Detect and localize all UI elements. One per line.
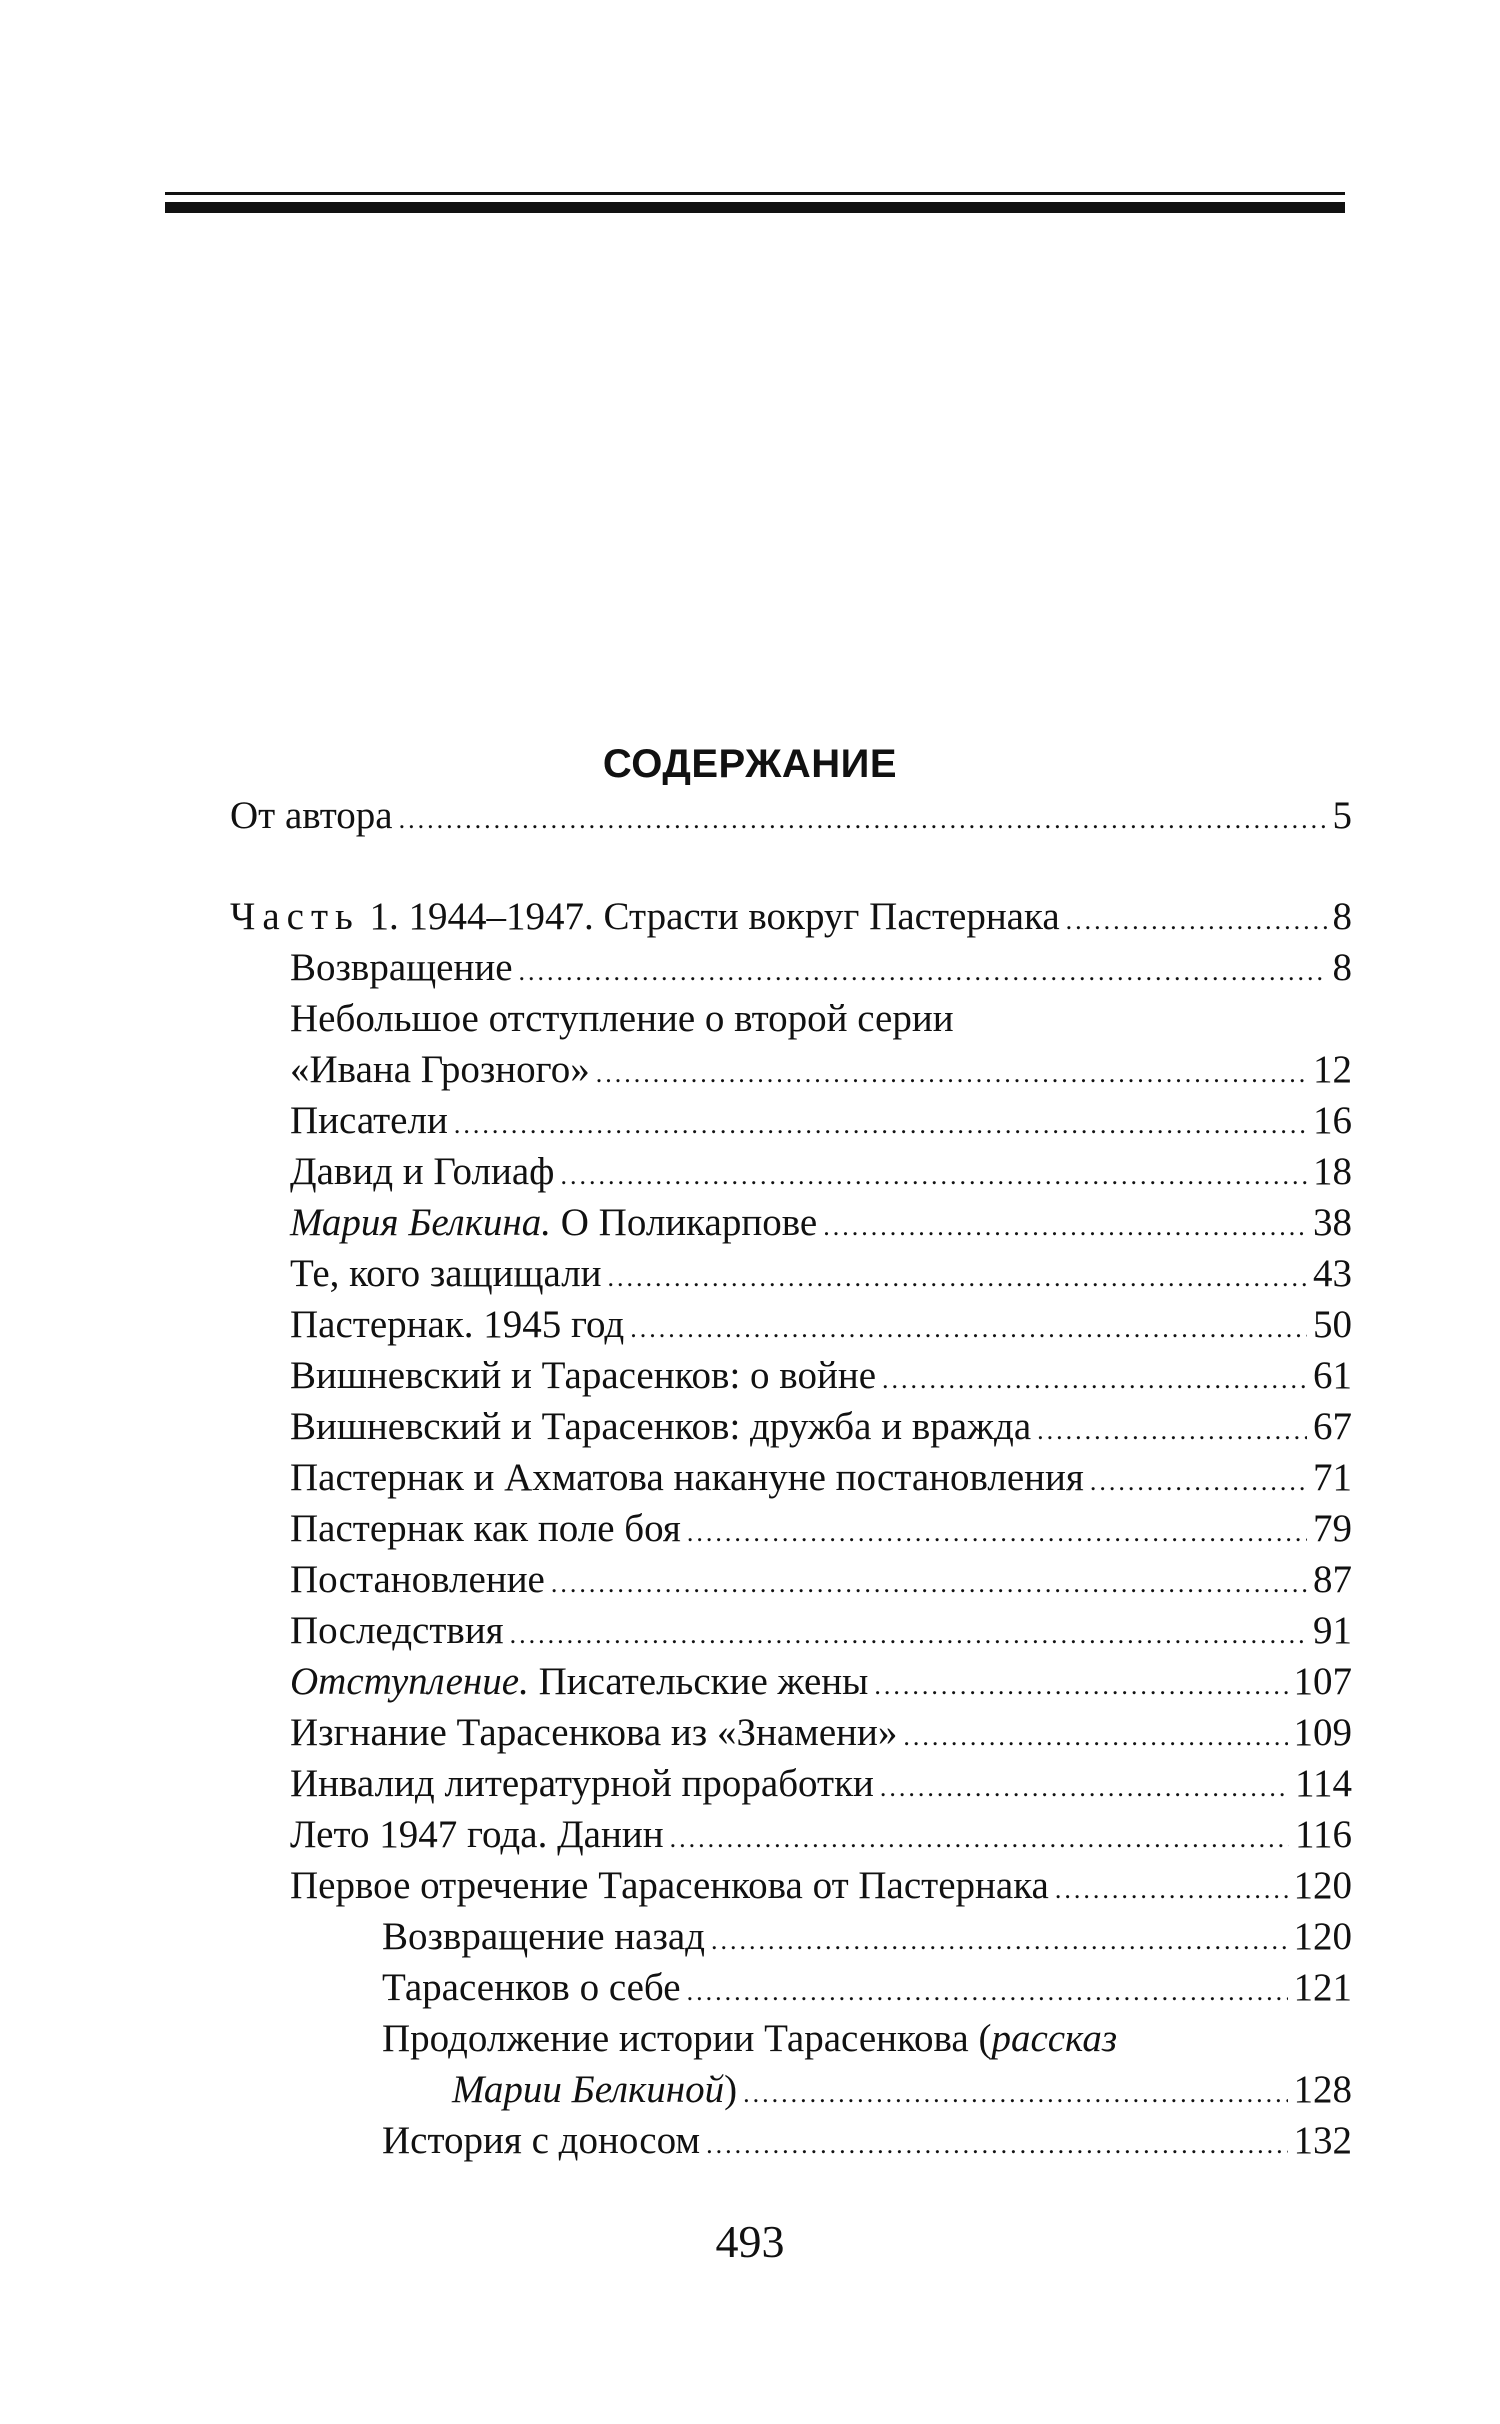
- toc-entry-title-segment: Мария Белкина.: [290, 1201, 552, 1244]
- toc-entry-title-segment: Тарасенков о себе: [382, 1966, 681, 2009]
- toc-entry-title: [230, 891, 1060, 942]
- dot-leader: [874, 1660, 1287, 1711]
- toc-entry: [230, 891, 1352, 942]
- toc-entry-title-segment: Вишневский и Тарасенков: дружба и вражда: [290, 1405, 1032, 1448]
- dot-leader: [1037, 1405, 1307, 1456]
- page-number: 493: [715, 2216, 785, 2267]
- toc-entry-title-segment: Инвалид литературной проработки: [290, 1762, 874, 1805]
- toc-entry: [230, 2064, 1352, 2115]
- toc-entry-title-segment: Отступление.: [290, 1660, 529, 1703]
- toc-entry-title: [290, 1452, 1084, 1503]
- toc-entry: [230, 942, 1352, 993]
- toc-entry-page: 71: [1313, 1456, 1352, 1499]
- toc-entry-title-segment: Последствия: [290, 1609, 504, 1652]
- toc-entry-page: 109: [1293, 1711, 1352, 1754]
- toc-entry-title: [290, 993, 954, 1044]
- toc-entry: [230, 1044, 1352, 1095]
- toc-entry-title-segment: Возвращение: [290, 946, 513, 989]
- toc-entry: [230, 1350, 1352, 1401]
- toc-entry-title: [290, 1095, 448, 1146]
- toc-entry-title-segment: Небольшое отступление о второй серии: [290, 997, 954, 1040]
- toc-entry-title-segment: О Поликарпове: [551, 1201, 818, 1244]
- dot-leader: [706, 2119, 1287, 2170]
- toc-entry-title: [290, 1656, 868, 1707]
- dot-leader: [1066, 895, 1327, 946]
- toc-entry-page: 61: [1313, 1354, 1352, 1397]
- header-rule-thick: [165, 202, 1345, 213]
- toc-entry-title-segment: 1. 1944–1947. Страсти вокруг Пастернака: [359, 895, 1060, 938]
- toc-entry: [230, 1605, 1352, 1656]
- toc-entry-title: [290, 1503, 681, 1554]
- dot-leader: [510, 1609, 1307, 1660]
- toc-entry-title-segment: История с доносом: [382, 2119, 701, 2162]
- dot-leader: [1090, 1456, 1307, 1507]
- toc-entry-title: [382, 1962, 681, 2013]
- toc-entry-page: 128: [1293, 2068, 1352, 2111]
- toc-entry: [230, 1554, 1352, 1605]
- dot-leader: [1055, 1864, 1288, 1915]
- toc-entry-page: 87: [1313, 1558, 1352, 1601]
- toc-entry-title-segment: Те, кого защищали: [290, 1252, 602, 1295]
- toc-entry: [230, 1299, 1352, 1350]
- toc-entry-page: 91: [1313, 1609, 1352, 1652]
- toc-entry: [230, 1707, 1352, 1758]
- toc-entry: [230, 2115, 1352, 2166]
- toc-entry: [230, 1962, 1352, 2013]
- toc-entry: [230, 1809, 1352, 1860]
- toc-entry: [230, 790, 1352, 841]
- toc-entry-title-segment: «Ивана Грозного»: [290, 1048, 590, 1091]
- toc-entry: [230, 1911, 1352, 1962]
- toc-entry: [230, 1401, 1352, 1452]
- dot-leader: [454, 1099, 1307, 1150]
- dot-leader: [399, 794, 1327, 845]
- toc-entry-page: 121: [1293, 1966, 1352, 2009]
- toc-entry: [230, 1146, 1352, 1197]
- toc-entry-title: [290, 1197, 817, 1248]
- toc-entry: [230, 1095, 1352, 1146]
- toc-entry: [230, 993, 1352, 1044]
- toc-entry-page: 120: [1293, 1915, 1352, 1958]
- contents-title: СОДЕРЖАНИЕ: [602, 742, 898, 786]
- toc-entry-title-segment: рассказ: [991, 2017, 1118, 2060]
- toc-entry-title: [290, 1350, 876, 1401]
- toc-entry-title: [230, 790, 393, 841]
- dot-leader: [687, 1966, 1288, 2017]
- dot-leader: [743, 2068, 1287, 2119]
- toc-entry-title-segment: Писатели: [290, 1099, 448, 1142]
- dot-leader: [519, 946, 1327, 997]
- toc-entry-page: 8: [1332, 946, 1352, 989]
- toc-entry-title-segment: Писательские жены: [528, 1660, 869, 1703]
- toc-entry-title-segment: Марии Белкиной: [452, 2068, 725, 2111]
- toc-entry-page: 116: [1294, 1813, 1352, 1856]
- toc-entry-title-segment: Пастернак как поле боя: [290, 1507, 681, 1550]
- dot-leader: [596, 1048, 1307, 1099]
- toc-entry: [230, 1452, 1352, 1503]
- toc-entry-title: [290, 1146, 554, 1197]
- toc-entry-page: 8: [1332, 895, 1352, 938]
- toc-entry-title-segment: ): [724, 2068, 738, 2111]
- toc-entry-title: [382, 2115, 700, 2166]
- toc-entry-title-segment: Лето 1947 года. Данин: [290, 1813, 664, 1856]
- toc-entry: [230, 1503, 1352, 1554]
- toc-entry-title: [290, 1401, 1031, 1452]
- toc-entry-title-segment: Давид и Голиаф: [290, 1150, 555, 1193]
- toc-entry-page: 107: [1293, 1660, 1352, 1703]
- toc-entry-page: 38: [1313, 1201, 1352, 1244]
- toc-entry-title: [452, 2064, 737, 2115]
- toc-entry-page: 18: [1313, 1150, 1352, 1193]
- toc-entry: [230, 1860, 1352, 1911]
- toc-entry-page: 12: [1313, 1048, 1352, 1091]
- toc-entry-title-segment: Возвращение назад: [382, 1915, 706, 1958]
- dot-leader: [670, 1813, 1289, 1864]
- toc-entry-title: [290, 1299, 624, 1350]
- dot-leader: [608, 1252, 1307, 1303]
- dot-leader: [823, 1201, 1307, 1252]
- dot-leader: [711, 1915, 1287, 1966]
- toc-entry-title-segment: От автора: [230, 794, 393, 837]
- toc-entry-title-segment: Часть: [230, 895, 360, 938]
- toc-entry-title-segment: Вишневский и Тарасенков: о войне: [290, 1354, 877, 1397]
- toc-entry-page: 5: [1332, 794, 1352, 837]
- toc-entry-title: [290, 1758, 874, 1809]
- toc-entry-page: 114: [1294, 1762, 1352, 1805]
- toc-entry: [230, 1656, 1352, 1707]
- toc-entry-title: [290, 1860, 1049, 1911]
- toc-entry-page: 79: [1313, 1507, 1352, 1550]
- dot-leader: [687, 1507, 1307, 1558]
- toc-entry-title: [290, 1605, 504, 1656]
- toc-entry-title: [382, 2013, 1117, 2064]
- toc-entry-title: [290, 1707, 897, 1758]
- toc-entry-page: 43: [1313, 1252, 1352, 1295]
- toc-entry-title-segment: Изгнание Тарасенкова из «Знамени»: [290, 1711, 898, 1754]
- toc-entry-page: 50: [1313, 1303, 1352, 1346]
- toc-entry-title-segment: Пастернак и Ахматова накануне постановления: [290, 1456, 1084, 1499]
- toc-entry-title: [290, 1044, 590, 1095]
- dot-leader: [882, 1354, 1307, 1405]
- toc-entry: [230, 1248, 1352, 1299]
- dot-leader: [903, 1711, 1287, 1762]
- toc-entry-title: [290, 1554, 545, 1605]
- toc-entry-title: [382, 1911, 705, 1962]
- dot-leader: [630, 1303, 1307, 1354]
- toc-entry-page: 132: [1293, 2119, 1352, 2162]
- toc-entry-page: 120: [1293, 1864, 1352, 1907]
- toc-entry-title-segment: Продолжение истории Тарасенкова (: [382, 2017, 992, 2060]
- toc-entry-title: [290, 1809, 664, 1860]
- toc-entry-title: [290, 942, 513, 993]
- table-of-contents: [230, 790, 1352, 2166]
- toc-entry: [230, 2013, 1352, 2064]
- dot-leader: [880, 1762, 1289, 1813]
- toc-entry-title-segment: Постановление: [290, 1558, 545, 1601]
- toc-entry-page: 16: [1313, 1099, 1352, 1142]
- toc-entry-title-segment: Пастернак. 1945 год: [290, 1303, 625, 1346]
- toc-entry: [230, 1758, 1352, 1809]
- toc-entry-title-segment: Первое отречение Тарасенкова от Пастернака: [290, 1864, 1049, 1907]
- toc-entry-title: [290, 1248, 602, 1299]
- header-rule-thin: [165, 192, 1345, 195]
- dot-leader: [551, 1558, 1307, 1609]
- dot-leader: [560, 1150, 1307, 1201]
- toc-entry-page: 67: [1313, 1405, 1352, 1448]
- toc-entry: [230, 1197, 1352, 1248]
